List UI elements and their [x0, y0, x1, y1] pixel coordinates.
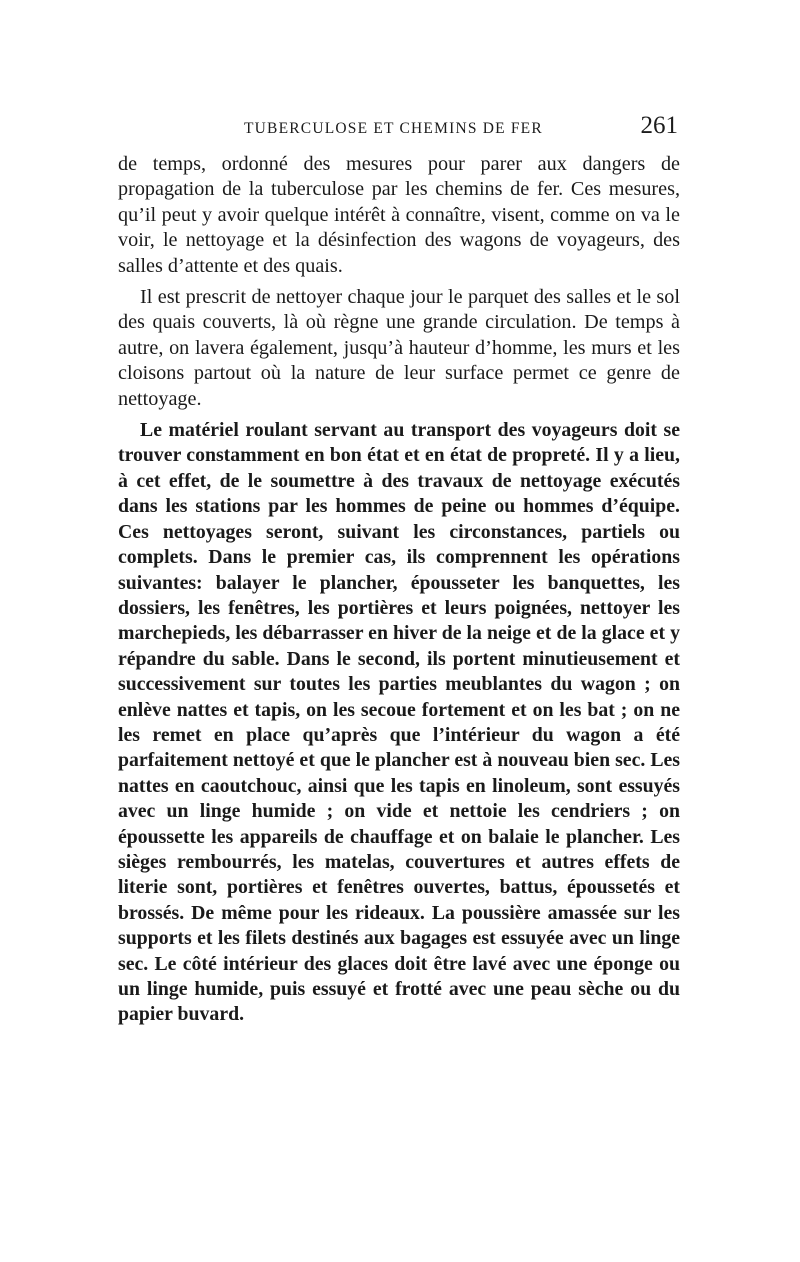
paragraph-2: Il est prescrit de nettoyer chaque jour le parquet des salles et le sol des quais couverts, là où règne une grande circulation. De temps à autre, on lavera également, jusqu’à hauteur d’homme, les murs et les cloisons partout où la nature de leur surface permet ce genre de nettoyage.	[118, 286, 680, 410]
page-number: 261	[640, 112, 678, 139]
paragraph-3: Le matériel roulant servant au transport des voyageurs doit se trouver constamment en bon état et en état de propreté. Il y a lieu, à cet effet, de le soumettre à des travaux de nettoyage exécutés dans les stations par les hommes de peine ou hommes d’équipe. Ces nettoyages seront, suivant les circonstances, partiels ou complets. Dans le premier cas, ils comprennent les opérations suivantes: balayer le plancher, épousseter les banquettes, les dossiers, les fenêtres, les portières et leurs poignées, nettoyer les marchepieds, les débarrasser en hiver de la neige et de la glace et y répandre du sable. Dans le second, ils portent minutieusement et successivement sur toutes les parties meublantes du wagon ; on enlève nattes et tapis, on les secoue fortement et on les bat ; on ne les remet en place qu’après que l’intérieur du wagon a été parfaitement nettoyé et que le plancher est à nouveau bien sec. Les nattes en caoutchouc, ainsi que les tapis en linoleum, sont essuyés avec un linge humide ; on vide et nettoie les cendriers ; on époussette les appareils de chauffage et on balaie le plancher. Les sièges rembourrés, les matelas, couvertures et autres effets de literie sont, portières et fenêtres ouvertes, battus, époussetés et brossés. De même pour les rideaux. La poussière amassée sur les supports et les filets destinés aux bagages est essuyée avec un linge sec. Le côté intérieur des glaces doit être lavé avec une éponge ou un linge humide, puis essuyé et frotté avec une peau sèche ou du papier buvard.	[118, 419, 680, 1026]
paragraph-1: de temps, ordonné des mesures pour parer aux dangers de propagation de la tuberculose par les chemins de fer. Ces mesures, qu’il peut y avoir quelque intérêt à connaître, visent, comme on va le voir, le nettoyage et la désinfection des wagons de voyageurs, des salles d’attente et des quais.	[118, 153, 680, 277]
running-head: TUBERCULOSE ET CHEMINS DE FER	[244, 120, 543, 137]
page-header	[118, 112, 678, 146]
body-text	[118, 152, 680, 1028]
